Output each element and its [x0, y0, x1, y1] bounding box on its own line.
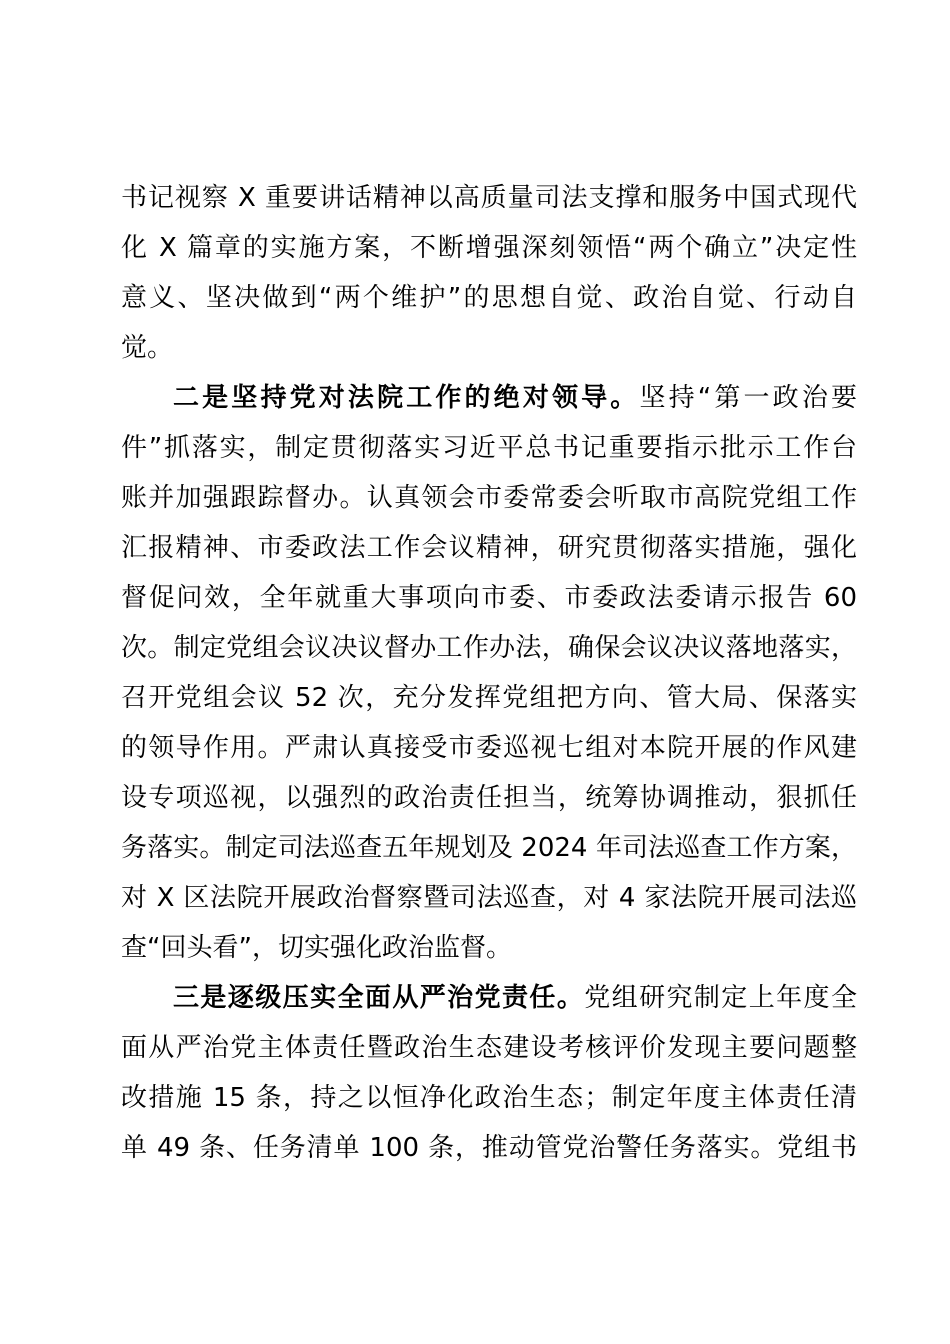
body-text: 党组研究制定上年度全 — [584, 983, 857, 1013]
body-text: 件”抓落实，制定贯彻落实习近平总书记重要指示批示工作台 — [121, 433, 857, 463]
body-text: 设专项巡视，以强烈的政治责任担当，统筹协调推动，狠抓任 — [121, 783, 857, 813]
body-text: 召开党组会议 52 次，充分发挥党组把方向、管大局、保落实 — [121, 683, 857, 713]
text-line — [121, 1073, 857, 1123]
body-text: 书记视察 X 重要讲话精神以高质量司法支撑和服务中国式现代 — [121, 183, 857, 213]
body-text: 意义、坚决做到“两个维护”的思想自觉、政治自觉、行动自 — [121, 283, 857, 313]
body-text: 账并加强跟踪督办。认真领会市委常委会听取市高院党组工作 — [121, 483, 857, 513]
text-line — [121, 273, 857, 323]
body-text: 次。制定党组会议决议督办工作办法，确保会议决议落地落实， — [121, 633, 857, 663]
text-line — [121, 523, 857, 573]
text-line — [121, 873, 857, 923]
body-text: 觉。 — [121, 333, 174, 363]
text-line — [121, 623, 857, 673]
text-line — [121, 423, 857, 473]
text-line — [121, 723, 857, 773]
text-line — [121, 223, 857, 273]
bold-lead-text: 三是逐级压实全面从严治党责任。 — [173, 983, 585, 1013]
text-line — [121, 373, 857, 423]
text-line — [121, 673, 857, 723]
para-third-point — [121, 973, 857, 1173]
text-line — [121, 473, 857, 523]
body-text: 对 X 区法院开展政治督察暨司法巡查，对 4 家法院开展司法巡 — [121, 883, 857, 913]
para-continuation — [121, 173, 857, 373]
document-body — [121, 173, 857, 1173]
text-line — [121, 773, 857, 823]
bold-lead-text: 二是坚持党对法院工作的绝对领导。 — [173, 383, 640, 413]
body-text: 查“回头看”，切实强化政治监督。 — [121, 933, 512, 963]
body-text: 督促问效，全年就重大事项向市委、市委政法委请示报告 60 — [121, 583, 857, 613]
body-text: 面从严治党主体责任暨政治生态建设考核评价发现主要问题整 — [121, 1033, 857, 1063]
text-line — [121, 823, 857, 873]
para-second-point — [121, 373, 857, 973]
body-text: 坚持“第一政治要 — [639, 383, 857, 413]
body-text: 化 X 篇章的实施方案，不断增强深刻领悟“两个确立”决定性 — [121, 233, 857, 263]
body-text: 务落实。制定司法巡查五年规划及 2024 年司法巡查工作方案， — [121, 833, 857, 863]
text-line — [121, 923, 857, 973]
text-line — [121, 173, 857, 223]
body-text: 单 49 条、任务清单 100 条，推动管党治警任务落实。党组书 — [121, 1133, 857, 1163]
text-line — [121, 573, 857, 623]
body-text: 改措施 15 条，持之以恒净化政治生态；制定年度主体责任清 — [121, 1083, 857, 1113]
text-line — [121, 1023, 857, 1073]
body-text: 汇报精神、市委政法工作会议精神，研究贯彻落实措施，强化 — [121, 533, 857, 563]
text-line — [121, 973, 857, 1023]
body-text: 的领导作用。严肃认真接受市委巡视七组对本院开展的作风建 — [121, 733, 857, 763]
text-line — [121, 1123, 857, 1173]
text-line — [121, 323, 857, 373]
